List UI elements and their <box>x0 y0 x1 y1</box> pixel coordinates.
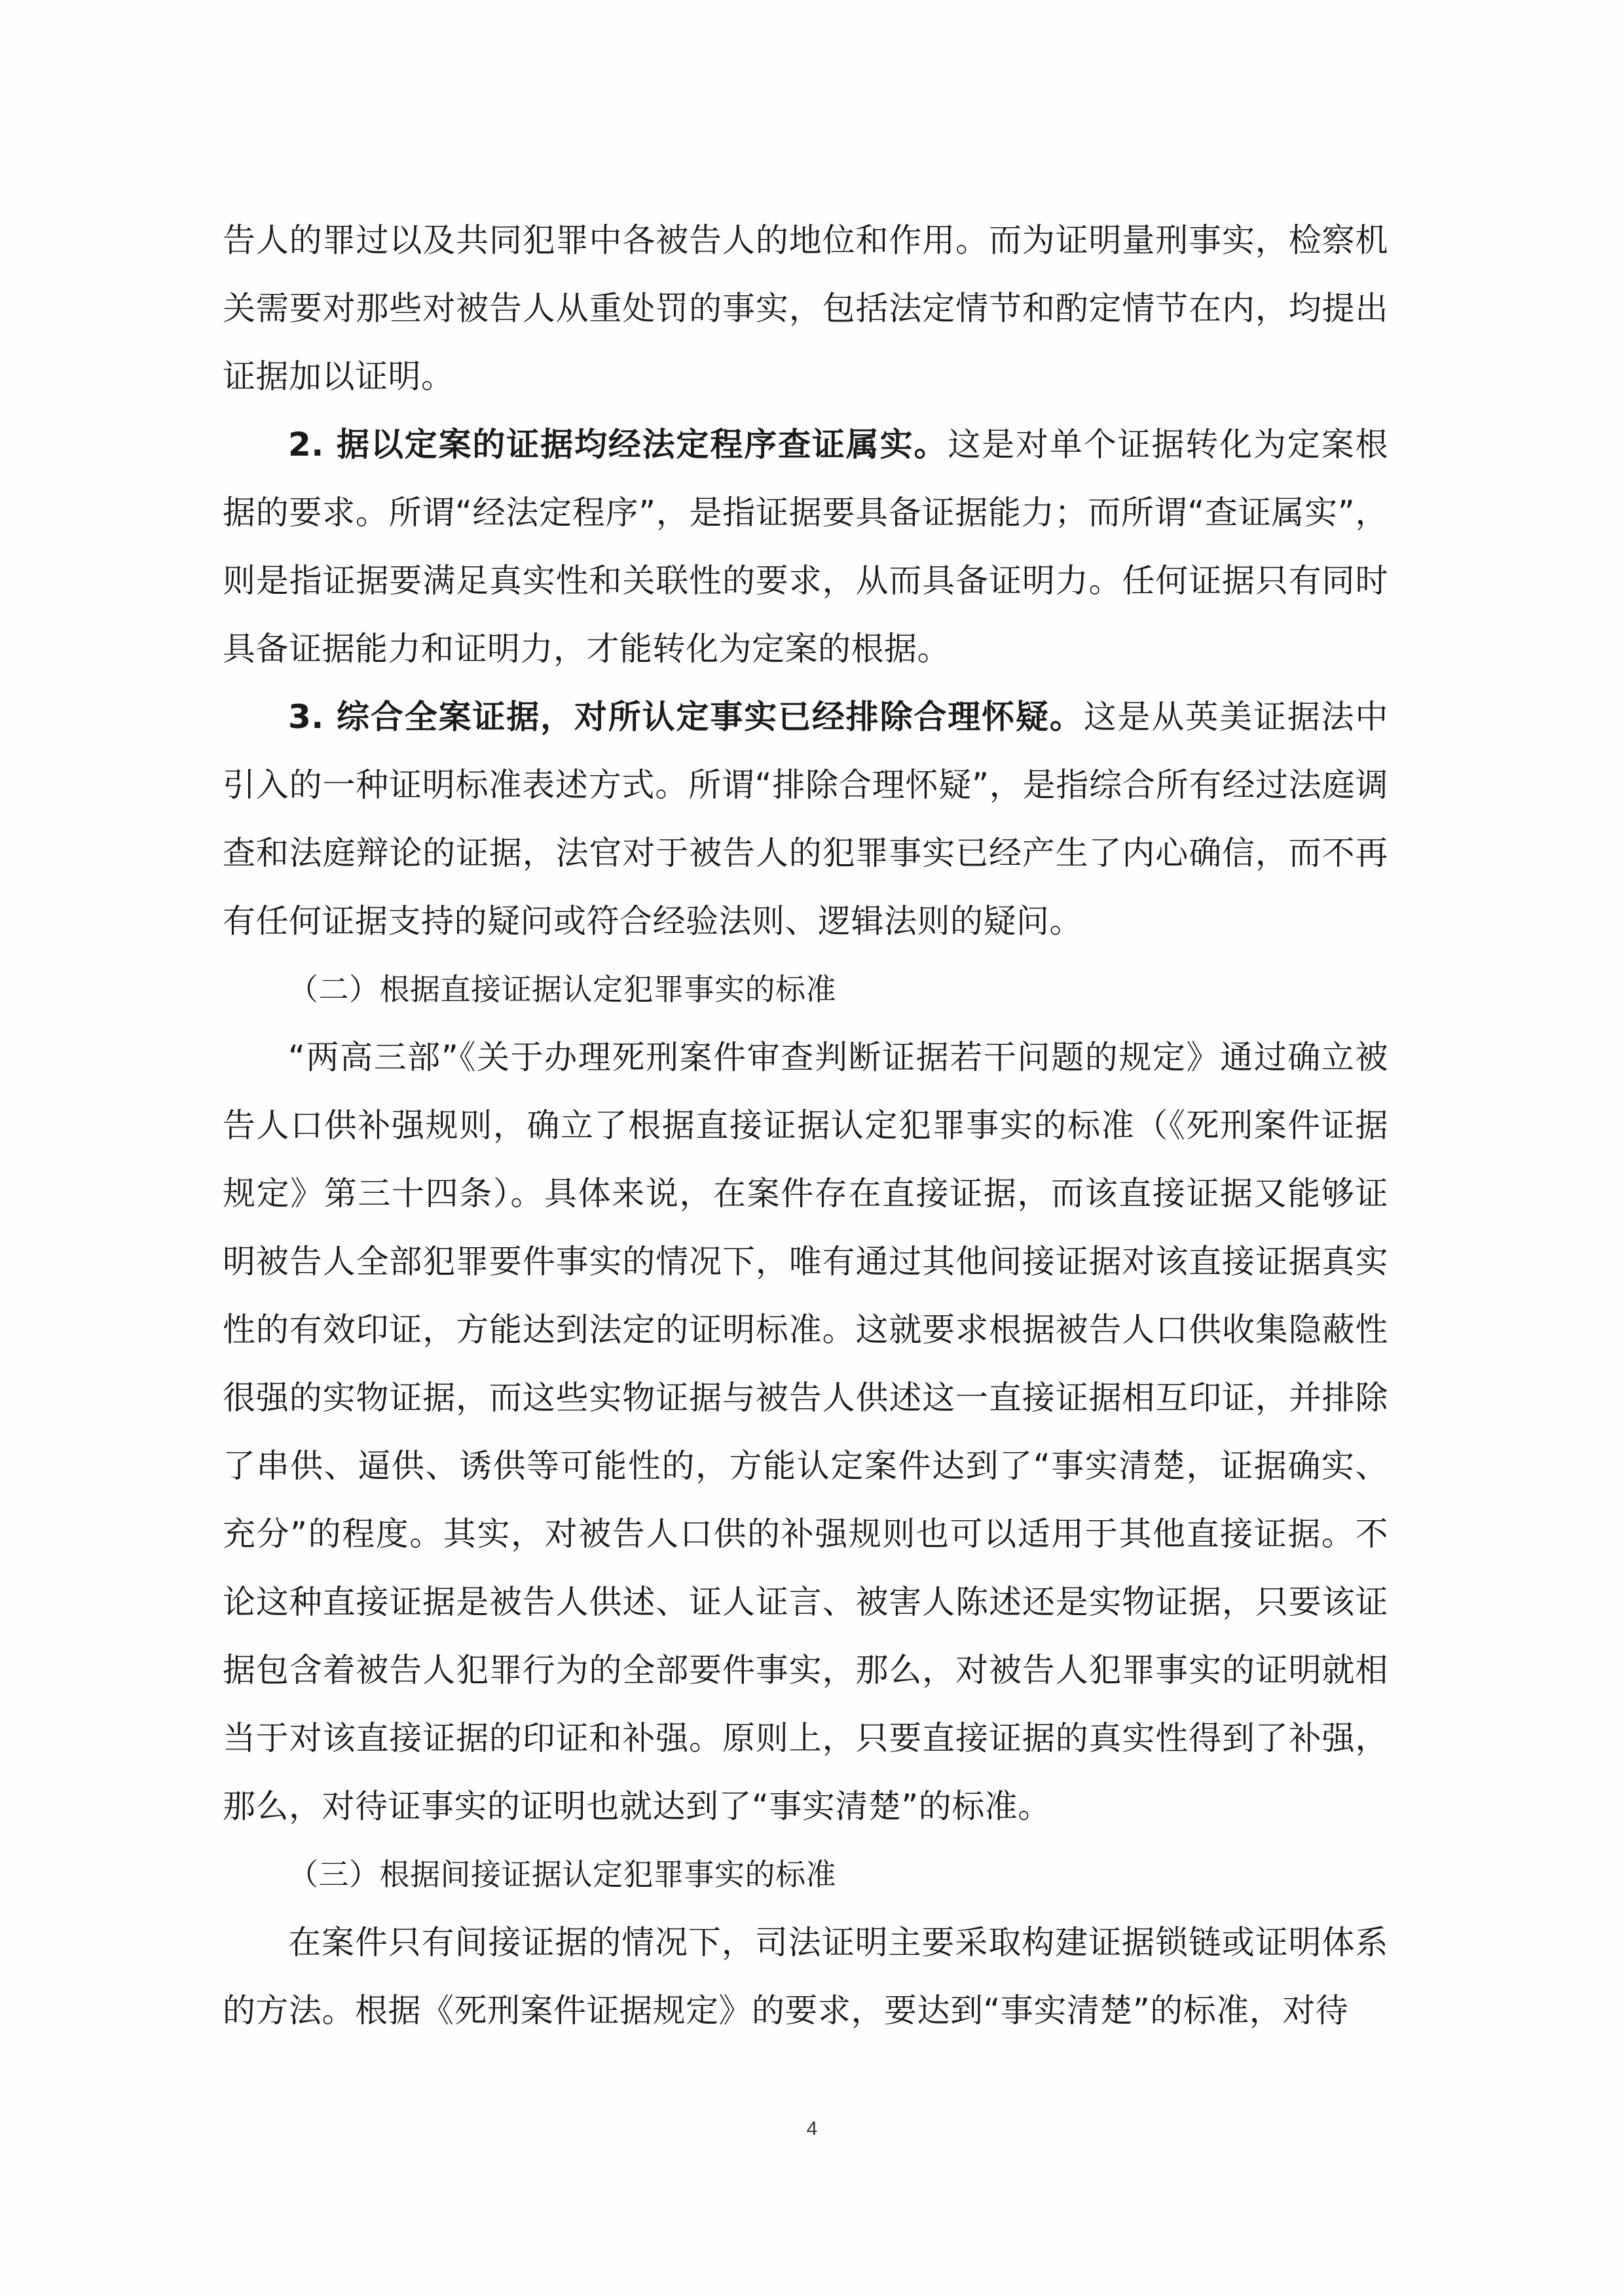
section-heading-2-text: （二）根据直接证据认定犯罪事实的标准 <box>288 972 836 1007</box>
page-number: 4 <box>806 2118 818 2140</box>
paragraph-2-text: 这是对单个证据转化为定案根据的要求。所谓“经法定程序”，是指证据要具备证据能力；而所谓“查证属实”，则是指证据要满足真实性和关联性的要求，从而具备证明力。任何证据只有同时具备证据能力和证明力，才能转化为定案的根据。 <box>223 426 1388 668</box>
paragraph-3 <box>223 683 1388 955</box>
section-heading-3 <box>223 1840 1388 1908</box>
paragraph-4-text: “两高三部”《关于办理死刑案件审查判断证据若干问题的规定》通过确立被告人口供补强规则，确立了根据直接证据认定犯罪事实的标准（《死刑案件证据规定》第三十四条）。具体来说，在案件存在直接证据，而该直接证据又能够证明被告人全部犯罪要件事实的情况下，唯有通过其他间接证据对该直接证据真实性的有效印证，方能达到法定的证明标准。这就要求根据被告人口供收集隐蔽性很强的实物证据，而这些实物证据与被告人供述这一直接证据相互印证，并排除了串供、逼供、诱供等可能性的，方能认定案件达到了“事实清楚，证据确实、充分”的程度。其实，对被告人口供的补强规则也可以适用于其他直接证据。不论这种直接证据是被告人供述、证人证言、被害人陈述还是实物证据，只要该证据包含着被告人犯罪行为的全部要件事实，那么，对被告人犯罪事实的证明就相当于对该直接证据的印证和补强。原则上，只要直接证据的真实性得到了补强，那么，对待证事实的证明也就达到了“事实清楚”的标准。 <box>223 1038 1388 1825</box>
paragraph-1 <box>223 206 1388 410</box>
section-heading-2 <box>223 955 1388 1023</box>
paragraph-5-text: 在案件只有间接证据的情况下，司法证明主要采取构建证据锁链或证明体系的方法。根据《死刑案件证据规定》的要求，要达到“事实清楚”的标准，对待 <box>223 1923 1388 2030</box>
paragraph-2 <box>223 410 1388 683</box>
document-body <box>223 206 1388 2045</box>
paragraph-5 <box>223 1908 1388 2045</box>
paragraph-3-lead: 3. 综合全案证据，对所认定事实已经排除合理怀疑。 <box>288 698 1084 736</box>
paragraph-1-text: 告人的罪过以及共同犯罪中各被告人的地位和作用。而为证明量刑事实，检察机关需要对那些对被告人从重处罚的事实，包括法定情节和酌定情节在内，均提出证据加以证明。 <box>223 221 1388 395</box>
paragraph-4 <box>223 1023 1388 1840</box>
section-heading-3-text: （三）根据间接证据认定犯罪事实的标准 <box>288 1857 836 1892</box>
paragraph-2-lead: 2. 据以定案的证据均经法定程序查证属实。 <box>288 426 948 464</box>
paragraph-3-text: 这是从英美证据法中引入的一种证明标准表述方式。所谓“排除合理怀疑”，是指综合所有经过法庭调查和法庭辩论的证据，法官对于被告人的犯罪事实已经产生了内心确信，而不再有任何证据支持的疑问或符合经验法则、逻辑法则的疑问。 <box>223 698 1388 940</box>
